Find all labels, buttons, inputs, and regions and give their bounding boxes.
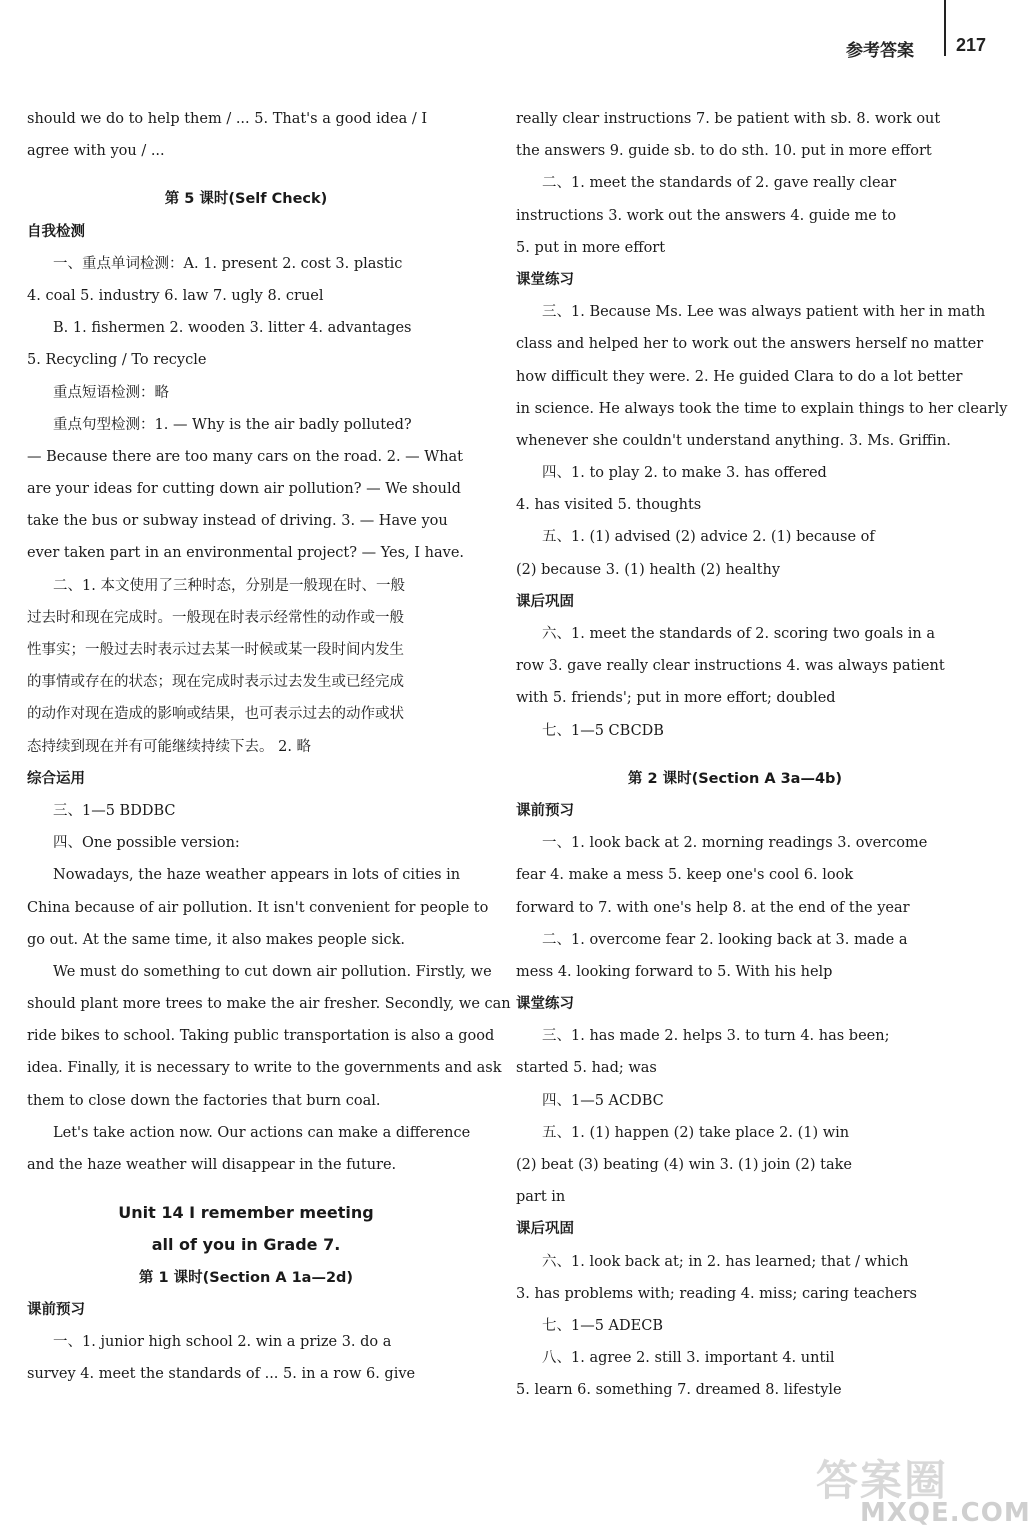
text-line: ever taken part in an environmental project? — Yes, I have. — [27, 545, 465, 562]
text-line: 的事情或存在的状态；现在完成时表示过去发生或已经完成 — [27, 674, 404, 691]
text-line: the answers 9. guide sb. to do sth. 10. put in more effort — [516, 143, 932, 160]
section-heading: 课堂练习 — [516, 271, 574, 288]
section-heading: 课后巩固 — [516, 1221, 574, 1238]
text-line: instructions 3. work out the answers 4. guide me to — [516, 207, 897, 224]
text-line: 5. Recycling / To recycle — [27, 352, 207, 369]
text-line: 四、1—5 ACDBC — [542, 1092, 664, 1109]
text-line: class and helped her to work out the answers herself no matter — [516, 336, 984, 353]
right-column — [516, 103, 1008, 1407]
page-number: 217 — [956, 35, 987, 55]
section-heading: 自我检测 — [27, 223, 85, 240]
text-line: started 5. had; was — [516, 1060, 657, 1077]
spacer — [27, 167, 465, 183]
unit-title: all of you in Grade 7. — [151, 1235, 341, 1255]
text-line: 七、1—5 CBCDB — [542, 722, 664, 739]
text-line: survey 4. meet the standards of ... 5. in a row 6. give — [27, 1366, 416, 1383]
text-line: — Because there are too many cars on the road. 2. — What — [27, 448, 463, 465]
text-line: B. 1. fishermen 2. wooden 3. litter 4. advantages — [53, 320, 412, 337]
section-heading: 课堂练习 — [516, 996, 574, 1013]
text-line: 四、One possible version: — [53, 835, 240, 852]
text-line: forward to 7. with one's help 8. at the end of the year — [516, 899, 910, 916]
text-line: 五、1. (1) happen (2) take place 2. (1) win — [542, 1124, 850, 1141]
watermark-logo — [816, 1448, 1031, 1532]
text-line: 三、1. has made 2. helps 3. to turn 4. has been; — [542, 1028, 890, 1045]
text-line: with 5. friends'; put in more effort; doubled — [516, 690, 836, 707]
text-line: 二、1. overcome fear 2. looking back at 3. made a — [542, 931, 908, 948]
text-line: should we do to help them / ... 5. That's a good idea / I — [27, 111, 428, 127]
text-line: We must do something to cut down air pollution. Firstly, we — [53, 963, 492, 980]
text-line: really clear instructions 7. be patient with sb. 8. work out — [516, 111, 941, 127]
text-line: 的动作对现在造成的影响或结果，也可表示过去的动作或状 — [27, 706, 404, 723]
section-heading: 课前预习 — [27, 1301, 85, 1318]
text-line: 过去时和现在完成时。一般现在时表示经常性的动作或一般 — [27, 609, 404, 626]
text-line: whenever she couldn't understand anything. 3. Ms. Griffin. — [516, 432, 951, 449]
text-line: China because of air pollution. It isn't convenient for people to — [27, 899, 489, 916]
text-line: 态持续到现在并有可能继续持续下去。 2. 略 — [27, 738, 312, 755]
text-line: 七、1—5 ADECB — [542, 1317, 663, 1334]
text-line: 五、1. (1) advised (2) advice 2. (1) because of — [542, 529, 875, 546]
text-line: mess 4. looking forward to 5. With his help — [516, 963, 833, 980]
text-line: should plant more trees to make the air fresher. Secondly, we can — [27, 996, 511, 1013]
text-line: agree with you / ... — [27, 143, 165, 160]
text-line: 5. put in more effort — [516, 239, 666, 256]
text-line: 一、重点单词检测：A. 1. present 2. cost 3. plastic — [53, 255, 403, 272]
text-line: 一、1. look back at 2. morning readings 3. overcome — [542, 835, 928, 852]
header-divider — [944, 0, 946, 56]
text-line: ride bikes to school. Taking public transportation is also a good — [27, 1028, 495, 1045]
text-line: fear 4. make a mess 5. keep one's cool 6. look — [516, 867, 854, 884]
text-line: 4. coal 5. industry 6. law 7. ugly 8. cruel — [27, 287, 324, 304]
text-line: 三、1—5 BDDBC — [53, 802, 176, 819]
text-line: 5. learn 6. something 7. dreamed 8. lifestyle — [516, 1382, 842, 1399]
lesson-title: 第 1 课时(Section A 1a—2d) — [138, 1269, 354, 1286]
text-line: part in — [516, 1189, 566, 1206]
text-line: how difficult they were. 2. He guided Clara to do a lot better — [516, 368, 963, 385]
text-line: 3. has problems with; reading 4. miss; caring teachers — [516, 1285, 917, 1302]
text-line: 二、1. 本文使用了三种时态，分别是一般现在时、一般 — [53, 577, 405, 594]
text-line: (2) beat (3) beating (4) win 3. (1) join (2) take — [516, 1157, 852, 1173]
text-line: are your ideas for cutting down air pollution? — We should — [27, 481, 461, 498]
section-heading: 课后巩固 — [516, 593, 574, 610]
text-line: 六、1. meet the standards of 2. scoring two goals in a — [542, 626, 935, 642]
left-column — [27, 103, 511, 1390]
unit-title: Unit 14 I remember meeting — [118, 1203, 374, 1223]
text-line: 性事实；一般过去时表示过去某一时候或某一段时间内发生 — [27, 642, 404, 658]
text-line: 一、1. junior high school 2. win a prize 3. do a — [53, 1333, 392, 1350]
text-line: in science. He always took the time to explain things to her clearly — [516, 400, 1008, 417]
text-line: them to close down the factories that burn coal. — [27, 1092, 381, 1109]
section-heading: 课前预习 — [516, 802, 574, 819]
text-line: 重点句型检测：1. — Why is the air badly polluted? — [53, 416, 412, 433]
lesson-title: 第 5 课时(Self Check) — [164, 191, 328, 208]
text-line: 六、1. look back at; in 2. has learned; that / which — [542, 1253, 909, 1270]
text-line: 二、1. meet the standards of 2. gave really clear — [542, 175, 897, 192]
spacer — [27, 1181, 465, 1197]
text-line: and the haze weather will disappear in the future. — [27, 1157, 397, 1173]
spacer — [516, 747, 954, 763]
header-title: 参考答案 — [846, 41, 914, 61]
text-line: 八、1. agree 2. still 3. important 4. until — [542, 1350, 835, 1367]
text-line: 重点短语检测：略 — [53, 384, 169, 401]
text-line: take the bus or subway instead of driving. 3. — Have you — [27, 513, 448, 530]
text-line: Nowadays, the haze weather appears in lots of cities in — [53, 867, 461, 884]
text-line: idea. Finally, it is necessary to write to the governments and ask — [27, 1060, 502, 1077]
watermark-url: MXQE.COM — [860, 1498, 1031, 1528]
text-line: 三、1. Because Ms. Lee was always patient with her in math — [542, 304, 986, 321]
text-line: go out. At the same time, it also makes people sick. — [27, 931, 406, 948]
text-line: 四、1. to play 2. to make 3. has offered — [542, 465, 827, 482]
text-line: 4. has visited 5. thoughts — [516, 497, 702, 514]
watermark-text: 答案圈 — [816, 1456, 949, 1505]
section-heading: 综合运用 — [27, 770, 85, 787]
text-line: (2) because 3. (1) health (2) healthy — [516, 561, 781, 578]
lesson-title: 第 2 课时(Section A 3a—4b) — [627, 770, 843, 787]
text-line: Let's take action now. Our actions can make a difference — [53, 1124, 471, 1141]
text-line: row 3. gave really clear instructions 4. was always patient — [516, 658, 945, 675]
